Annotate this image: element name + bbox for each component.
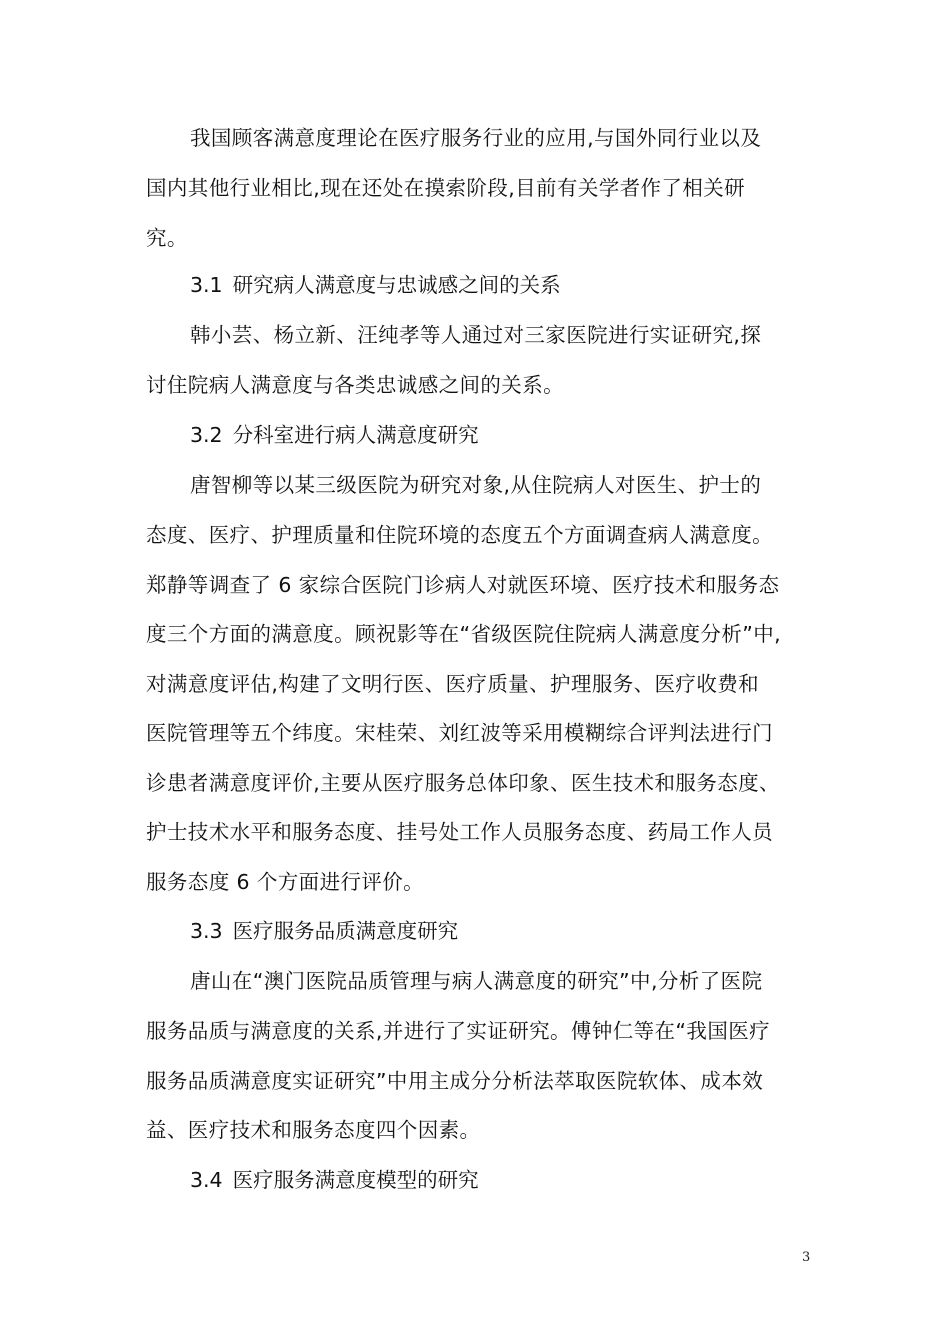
paragraph-line: 度三个方面的满意度。顾祝影等在“省级医院住院病人满意度分析”中, <box>146 622 782 646</box>
section-number: 3.2 <box>190 423 223 447</box>
paragraph-line: 护士技术水平和服务态度、挂号处工作人员服务态度、药局工作人员 <box>146 820 773 844</box>
section-heading-3-1 <box>190 270 561 300</box>
paragraph-line: 医院管理等五个纬度。宋桂荣、刘红波等采用模糊综合评判法进行门 <box>146 721 773 745</box>
section-heading-3-3 <box>190 916 458 946</box>
section-title: 研究病人满意度与忠诚感之间的关系 <box>232 273 561 297</box>
paragraph-line: 服务态度 6 个方面进行评价。 <box>146 870 425 894</box>
paragraph-line: 郑静等调查了 6 家综合医院门诊病人对就医环境、医疗技术和服务态 <box>146 573 780 597</box>
paragraph-line: 益、医疗技术和服务态度四个因素。 <box>146 1118 481 1142</box>
paragraph-line: 诊患者满意度评价,主要从医疗服务总体印象、医生技术和服务态度、 <box>146 771 780 795</box>
paragraph-line: 唐山在“澳门医院品质管理与病人满意度的研究”中,分析了医院 <box>190 969 763 993</box>
page-number: 3 <box>802 1250 811 1265</box>
paragraph-line: 态度、医疗、护理质量和住院环境的态度五个方面调查病人满意度。 <box>146 523 773 547</box>
section-heading-3-4 <box>190 1165 479 1195</box>
section-number: 3.1 <box>190 273 223 297</box>
paragraph-line: 服务品质与满意度的关系,并进行了实证研究。傅钟仁等在“我国医疗 <box>146 1019 771 1043</box>
paragraph-line: 国内其他行业相比,现在还处在摸索阶段,目前有关学者作了相关研 <box>146 176 746 200</box>
paragraph-line: 服务品质满意度实证研究”中用主成分分析法萃取医院软体、成本效 <box>146 1069 764 1093</box>
paragraph-line: 唐智柳等以某三级医院为研究对象,从住院病人对医生、护士的 <box>190 473 762 497</box>
paragraph-line: 讨住院病人满意度与各类忠诚感之间的关系。 <box>146 373 564 397</box>
paragraph-line: 究。 <box>146 226 188 250</box>
section-title: 医疗服务品质满意度研究 <box>232 919 459 943</box>
section-number: 3.4 <box>190 1168 223 1192</box>
paragraph-line: 韩小芸、杨立新、汪纯孝等人通过对三家医院进行实证研究,探 <box>190 323 762 347</box>
paragraph-line: 对满意度评估,构建了文明行医、医疗质量、护理服务、医疗收费和 <box>146 672 760 696</box>
paragraph-line: 我国顾客满意度理论在医疗服务行业的应用,与国外同行业以及 <box>190 126 762 150</box>
section-number: 3.3 <box>190 919 223 943</box>
section-heading-3-2 <box>190 420 479 450</box>
section-title: 医疗服务满意度模型的研究 <box>232 1168 479 1192</box>
section-title: 分科室进行病人满意度研究 <box>232 423 479 447</box>
